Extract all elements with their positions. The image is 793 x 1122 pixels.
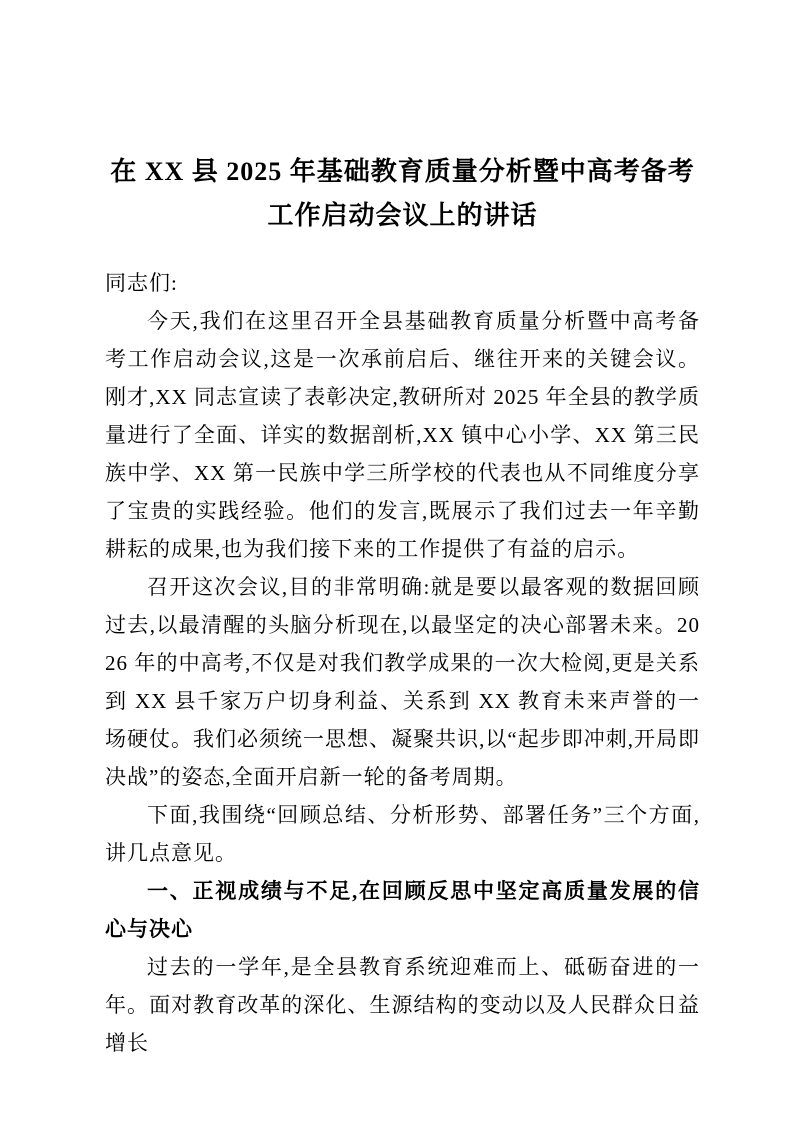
paragraph-opening: 今天,我们在这里召开全县基础教育质量分析暨中高考备考工作启动会议,这是一次承前启后、继往开来的关键会议。刚才,XX 同志宣读了表彰决定,教研所对 2025 年全县的教学质量进行了全面、详实的数据剖析,XX 镇中心小学、XX 第三民族中学、XX 第一民族中学三所学校的代表也从不同维度分享了宝贵的实践经验。他们的发言,既展示了我们过去一年辛勤耕耘的成果,也为我们接下来的工作提供了有益的启示。 [105, 309, 700, 561]
section-heading-1: 一、正视成绩与不足,在回顾反思中坚定高质量发展的信心与决心 [105, 879, 700, 941]
document-title: 在 XX 县 2025 年基础教育质量分析暨中高考备考工作启动会议上的讲话 [110, 157, 695, 230]
salutation: 同志们: [105, 271, 178, 295]
paragraph-meeting-purpose: 召开这次会议,目的非常明确:就是要以最客观的数据回顾过去,以最清醒的头脑分析现在,以最坚定的决心部署未来。2026 年的中高考,不仅是对我们教学成果的一次大检阅,更是关系到 XX 县千家万户切身利益、关系到 XX 教育未来声誉的一场硬仗。我们必须统一思想、凝聚共识,以“起步即冲刺,开局即决战”的姿态,全面开启新一轮的备考周期。 [105, 575, 700, 789]
paragraph-section-1-body: 过去的一学年,是全县教育系统迎难而上、砥砺奋进的一年。面对教育改革的深化、生源结构的变动以及人民群众日益增长 [105, 955, 700, 1055]
paragraph-outline: 下面,我围绕“回顾总结、分析形势、部署任务”三个方面,讲几点意见。 [105, 803, 700, 865]
